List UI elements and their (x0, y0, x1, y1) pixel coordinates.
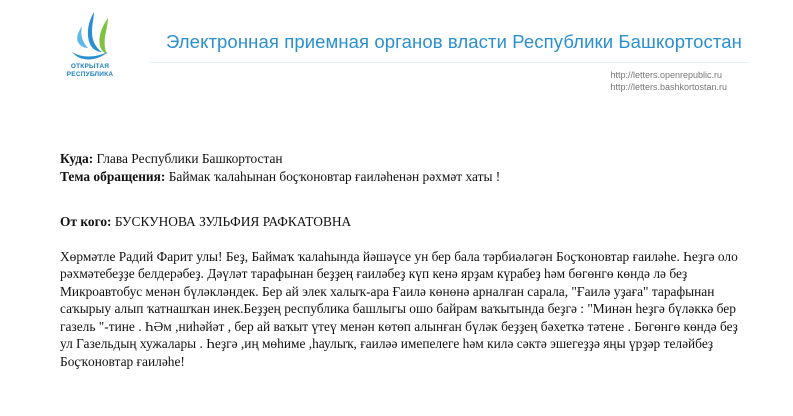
bird-logo-icon (64, 8, 116, 63)
sender-value: БУСКУНОВА ЗУЛЬФИЯ РАФКАТОВНА (114, 214, 352, 229)
letter-body-line: рәхмәтебеҙҙе белдерәбеҙ. Дәүләт тарафынан беҙҙең ғаиләбеҙ күп кенә ярҙам күрабеҙ һәм бөгөнгө көндә лә беҙ (60, 266, 688, 281)
link-bashkortostan[interactable]: http://letters.bashkortostan.ru (610, 82, 727, 92)
letter-body-line: Хөрмәтле Радий Фарит улы! Беҙ, Баймаҡ ҡалаһында йәшәүсе ун бер бала тәрбиәләгән Боҫҡоновтар ғаиләһе. Һеҙгә оло (60, 248, 738, 264)
logo-text (50, 63, 130, 79)
letter-body-line: газель "-тине . ҺӘм ,ниһәйәт , бер ай ваҡыт үтеү менән көтөп алынған бүләк беҙҙең бәхеткә тәтене . Бөгөнгө көндә беҙ (60, 318, 738, 334)
sender-label: От кого: (60, 214, 112, 229)
letter-content (60, 150, 750, 370)
letter-body-line: Микроавтобус менән бүләкләндек. Бер ай элек халыҡ-ара Ғаилә көнөнә арналған сарала, "Ғаилә уҙаға" тарафынан (60, 283, 715, 299)
link-openrepublic[interactable]: http://letters.openrepublic.ru (610, 70, 723, 80)
letter-body (60, 248, 750, 371)
letter-body-line: Боҫҡоновтар ғаиләһе! (60, 353, 185, 369)
logo-text-line1: ОТКРЫТАЯ (70, 63, 110, 70)
logo-text-line2: РЕСПУБЛИКА (66, 71, 114, 78)
header-divider (150, 62, 750, 63)
recipient-row (60, 150, 750, 168)
site-links (610, 69, 727, 93)
subject-row (60, 168, 750, 186)
subject-value: Баймак ҡалаһынан боҫҡоновтар ғаиләһенән рәхмәт хаты ! (168, 168, 501, 184)
letter-body-line: саҡырыу алып ҡатнашҡан инек.Беҙҙең республика башлыгы ошо байрам ваҡытында беҙгә : "Минән һеҙгә бүләккә бер (60, 301, 736, 316)
letter-body-line: ул Газельдың хужалары . Һеҙгә ,иң мөһиме ,һаулыҡ, ғаиләә имепелеге һәм килә сәктә эшегеҙҙә яңы үрҙәр теләйбеҙ (60, 336, 714, 351)
site-title: Электронная приемная органов власти Республики Башкортостан (166, 31, 742, 52)
recipient-value: Глава Республики Башкортостан (96, 151, 283, 166)
subject-label: Тема обращения: (60, 168, 166, 184)
site-header (0, 0, 793, 110)
open-republic-logo[interactable] (50, 8, 130, 103)
recipient-label: Куда: (60, 151, 94, 166)
sender-row (60, 213, 750, 231)
